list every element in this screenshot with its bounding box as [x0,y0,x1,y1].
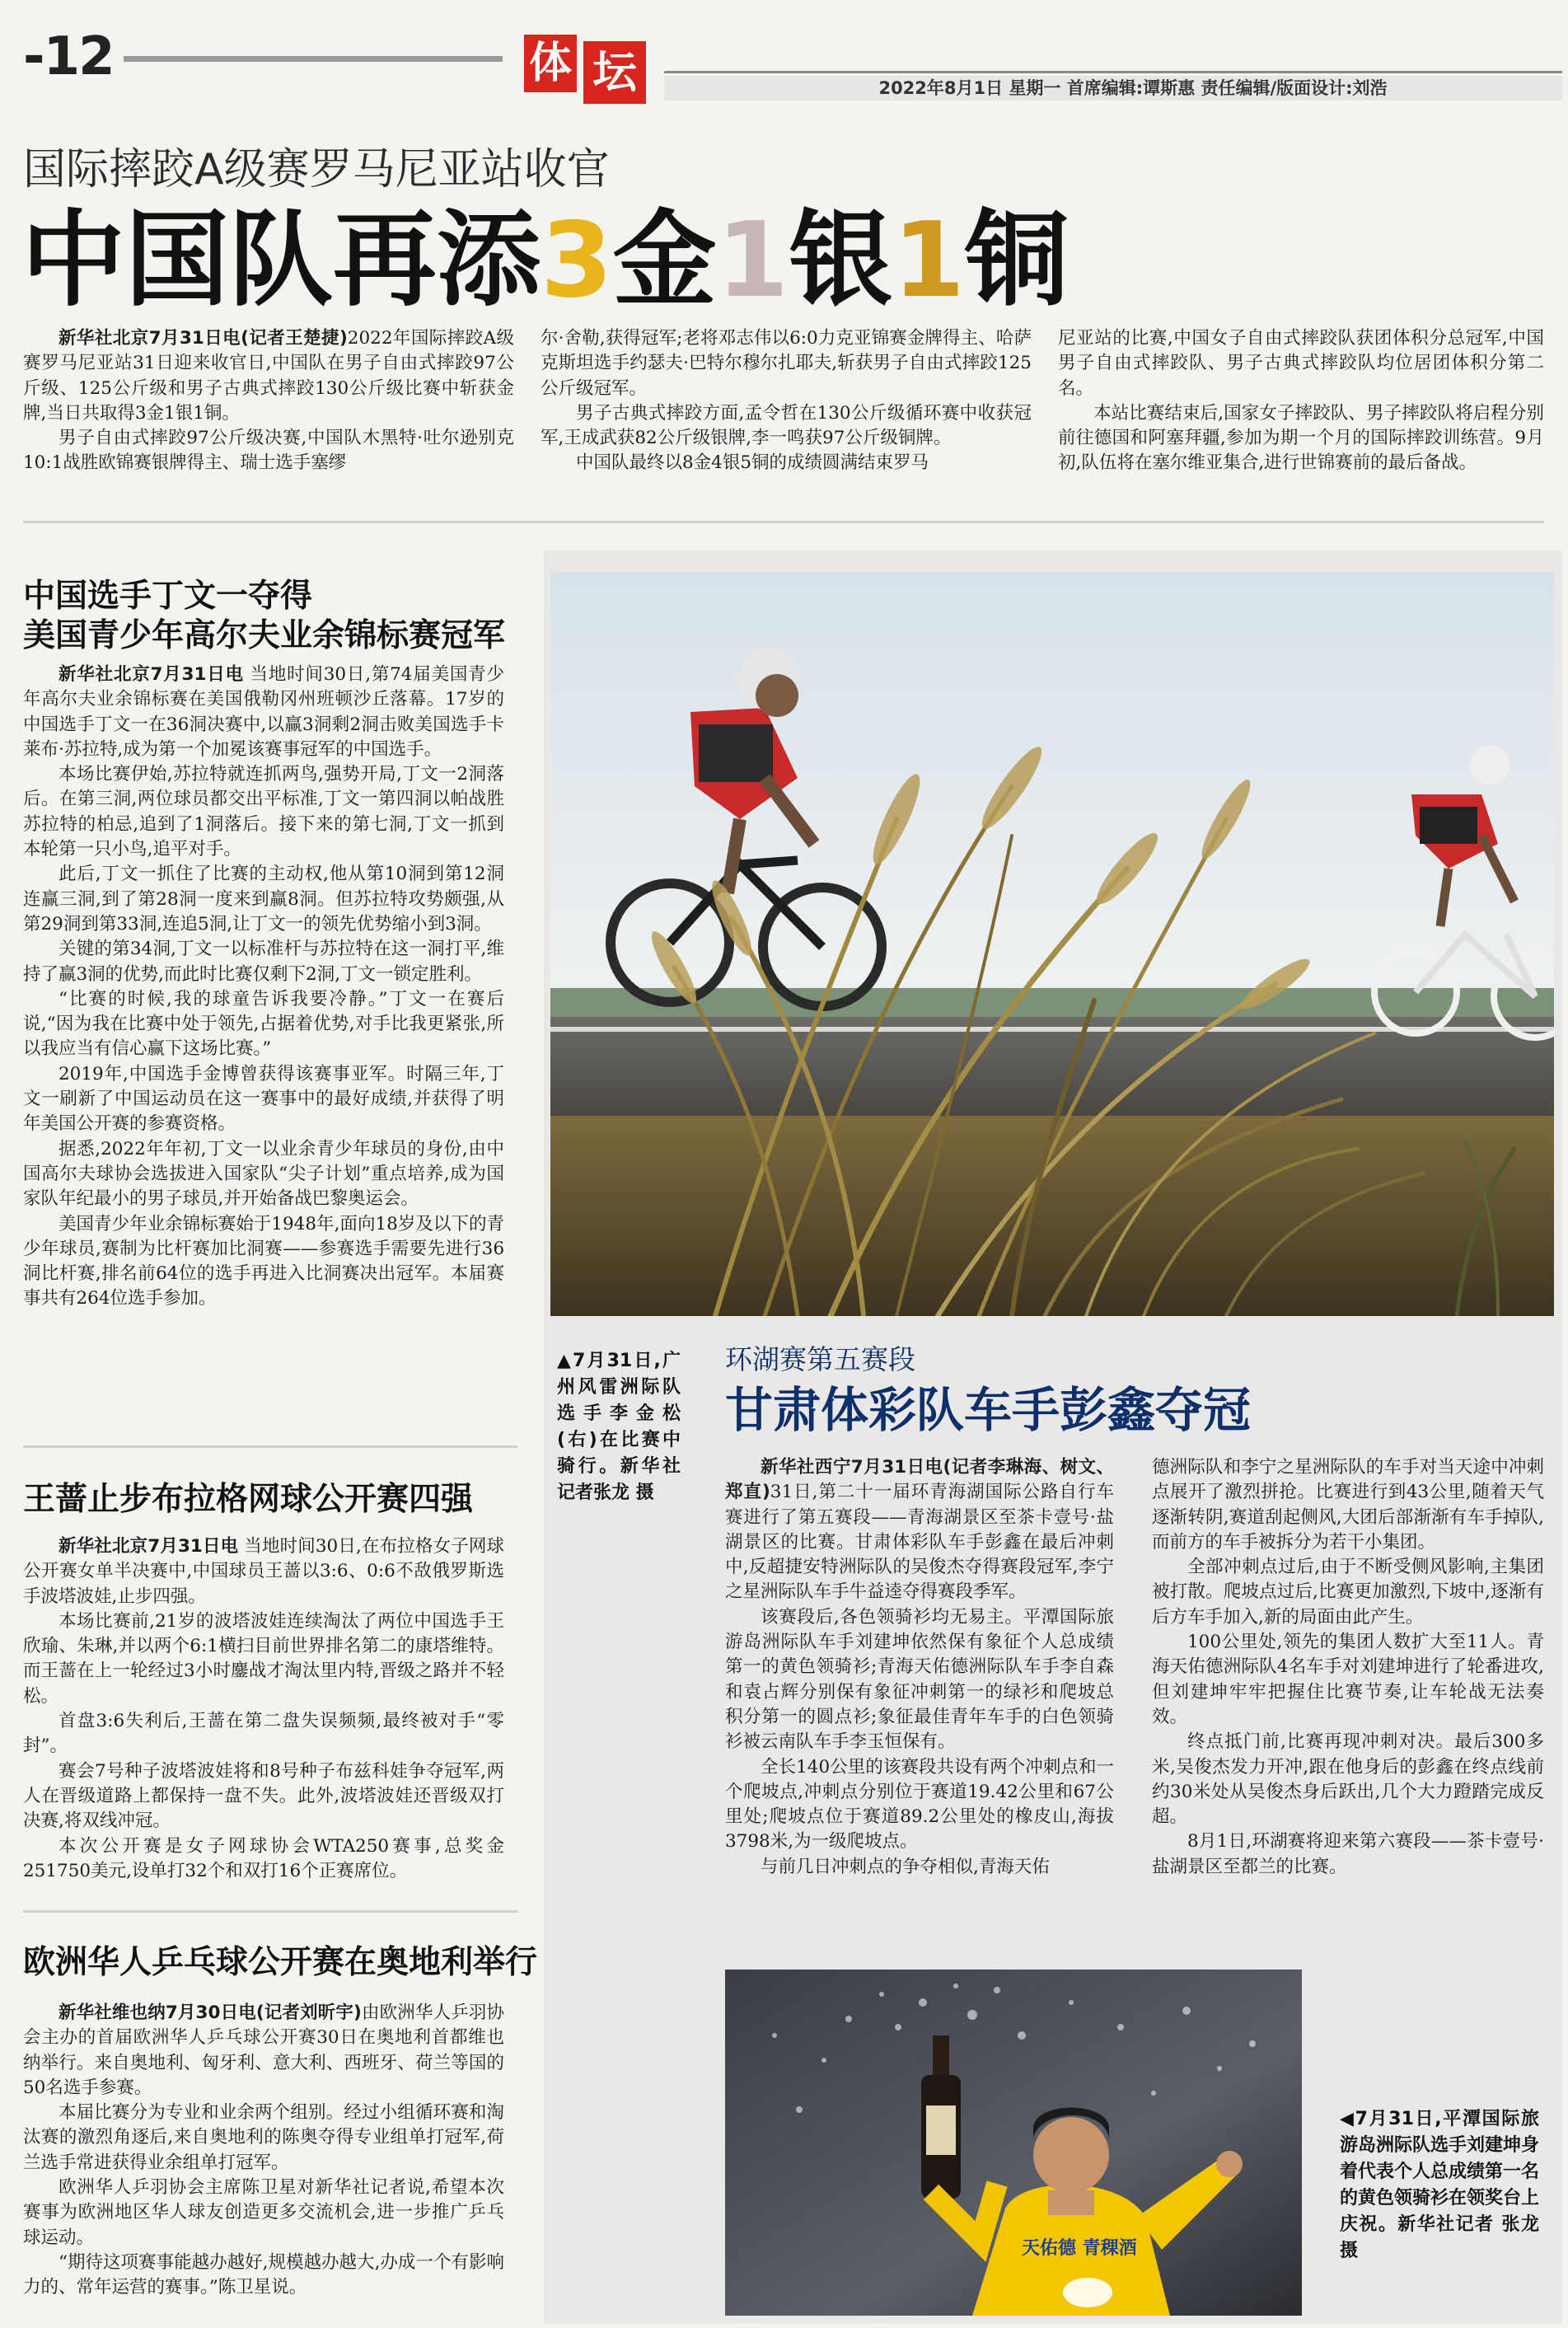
golf-p5: “比赛的时候,我的球童告诉我要冷静。”丁文一在赛后说,“因为我在比赛中处于领先,占据着优势,对手比我更紧张,所以我应当有信心赢下这场比赛。” [23,988,504,1060]
wrestling-col-1 [23,326,514,476]
header-rule-left [124,56,503,62]
cycling-col1-p3: 全长140公里的该赛段共设有两个冲刺点和一个爬坡点,冲刺点分别位于赛道19.42公里和67公里处;爬坡点位于赛道89.2公里处的橡皮山,海拔3798米,为一级爬坡点。 [725,1756,1114,1853]
table-tennis-title: 欧洲华人乒乓球公开赛在奥地利举行 [23,1944,538,1981]
podium-photo-caption: ◀7月31日,平潭国际旅游岛洲际队选手刘建坤身着代表个人总成绩第一名的黄色领骑衫在领奖台上庆祝。新华社记者 张龙 摄 [1340,2109,1540,2261]
table-tennis-lead: 新华社维也纳7月30日电(记者刘昕宇) [59,2002,362,2023]
tennis-body [23,1534,504,1884]
section-char-1: 体 [528,39,572,88]
cycling-col2-p4: 终点抵门前,比赛再现冲刺对决。最后300多米,吴俊杰发力开冲,跟在他身后的彭鑫在终点线前约30米处从吴俊杰身后跃出,几个大力蹬踏完成反超。 [1152,1731,1544,1828]
header-rule-right [664,71,1562,73]
golf-body [23,663,504,1312]
wrestling-headline [21,199,1070,321]
cycling-lead: 新华社西宁7月31日电(记者李琳海、树文、郑直) [725,1457,1114,1503]
wrestling-col-3 [1058,326,1544,476]
cycling-col2-p3: 100公里处,领先的集团人数扩大至11人。青海天佑德洲际队4名车手对刘建坤进行了轮番进攻,但刘建坤牢牢把握住比赛节奏,让车轮战无法奏效。 [1152,1632,1544,1727]
section-char-2: 坛 [592,46,637,98]
dateline: 2022年8月1日 星期一 首席编辑:谭斯惠 责任编辑/版面设计:刘浩 [878,78,1388,98]
cycling-title: 甘肃体彩队车手彭鑫夺冠 [725,1382,1252,1438]
cycling-col2-p2: 全部冲刺点过后,由于不断受侧风影响,主集团被打散。爬坡点过后,比赛更加激烈,下坡中,逐渐有后方车手加入,新的局面由此产生。 [1152,1557,1544,1628]
table-tennis-body [23,2001,504,2301]
cycling-col1-p1: 新华社西宁7月31日电(记者李琳海、树文、郑直)31日,第二十一届环青海湖国际公路自行车赛进行了第五赛段——青海湖景区至茶卡壹号·盐湖景区的比赛。甘肃体彩队车手彭鑫在最后冲刺中,反超捷安特洲际队的吴俊杰夺得赛段冠军,李宁之星洲际队车手牛益逵夺得赛段季军。 [725,1457,1114,1603]
wrestling-col3-p2: 本站比赛结束后,国家女子摔跤队、男子摔跤队将启程分别前往德国和阿塞拜疆,参加为期一个月的国际摔跤训练营。9月初,队伍将在塞尔维亚集合,进行世锦赛前的最后备战。 [1058,402,1544,474]
wrestling-col1-p1: 新华社北京7月31日电(记者王楚捷)2022年国际摔跤A级赛罗马尼亚站31日迎来收官日,中国队在男子自由式摔跤97公斤级、125公斤级和男子古典式摔跤130公斤级比赛中斩获金牌,当日共取得3金1银1铜。 [23,328,514,424]
tennis-p3: 首盘3:6失利后,王蔷在第二盘失误频频,最终被对手“零封”。 [23,1711,504,1757]
headline-part-d: 铜 [965,199,1070,321]
cycling-col-2 [1152,1455,1544,1880]
table-tennis-p1: 新华社维也纳7月30日电(记者刘昕宇)由欧洲华人乒羽协会主办的首届欧洲华人乒乓球公开赛30日在奥地利首都维也纳举行。来自奥地利、匈牙利、意大利、西班牙、荷兰等国的50名选手参赛。 [23,2002,504,2098]
cycling-col1-p4: 与前几日冲刺点的争夺相似,青海天佑 [761,1856,1050,1877]
tennis-p4: 赛会7号种子波塔波娃将和8号种子布兹科娃争夺冠军,两人在晋级道路上都保持一盘不失。此外,波塔波娃还晋级双打决赛,将双线冲冠。 [23,1760,504,1832]
golf-p2: 本场比赛伊始,苏拉特就连抓两鸟,强势开局,丁文一2洞落后。在第三洞,两位球员都交出平标准,丁文一第四洞以帕战胜苏拉特的柏忌,追到了1洞落后。接下来的第七洞,丁文一抓到本轮第一只小鸟,追平对手。 [23,764,504,860]
tennis-bottom-rule [23,1910,517,1913]
wrestling-lead: 新华社北京7月31日电(记者王楚捷) [59,328,348,349]
golf-p7: 据悉,2022年年初,丁文一以业余青少年球员的身份,由中国高尔夫球协会选拔进入国家队“尖子计划”重点培养,成为国家队年纪最小的男子球员,并开始备战巴黎奥运会。 [23,1138,504,1210]
section-badge-2 [583,41,646,104]
tennis-title: 王蔷止步布拉格网球公开赛四强 [23,1481,474,1518]
table-tennis-p3: 欧洲华人乒羽协会主席陈卫星对新华社记者说,希望本次赛事为欧洲地区华人球友创造更多交流机会,进一步推广乒乓球运动。 [23,2177,504,2248]
jersey-text: 天佑德 青稞酒 [1022,2238,1137,2259]
podium-photo [725,1970,1302,2316]
wrestling-col2-p1: 尔·舍勒,获得冠军;老将邓志伟以6:0力克亚锦赛金牌得主、哈萨克斯坦选手约瑟夫·巴特尔穆尔扎耶夫,斩获男子自由式摔跤125公斤级冠军。 [541,328,1032,399]
headline-gold-count: 3 [541,199,613,321]
golf-title [23,577,534,656]
page-number: -12 [23,26,114,87]
cycling-col1-p2: 该赛段后,各色领骑衫均无易主。平潭国际旅游岛洲际队车手刘建坤依然保有象征个人总成绩第一的黄色领骑衫;青海天佑德洲际队车手李自森和袁占辉分别保有象征冲刺第一的绿衫和爬坡总积分第一的圆点衫;象征最佳青年车手的白色领骑衫被云南队车手李玉恒保有。 [725,1606,1114,1753]
tennis-lead: 新华社北京7月31日电 [59,1536,239,1557]
headline-part-c: 银 [789,199,893,321]
golf-p3: 此后,丁文一抓住了比赛的主动权,他从第10洞到第12洞连赢三洞,到了第28洞一度来到赢8洞。但苏拉特攻势颇强,从第29洞到第33洞,连追5洞,让丁文一的领先优势缩小到3洞。 [23,864,504,934]
jersey-logo [1063,2278,1112,2307]
golf-p4: 关键的第34洞,丁文一以标准杆与苏拉特在这一洞打平,维持了赢3洞的优势,而此时比赛仅剩下2洞,丁文一锁定胜利。 [23,939,504,985]
wrestling-col3-p1: 尼亚站的比赛,中国女子自由式摔跤队获团体积分总冠军,中国男子自由式摔跤队、男子古典式摔跤队均位居团体积分第二名。 [1058,328,1544,399]
cycling-col-1 [725,1455,1114,1880]
tennis-p1: 新华社北京7月31日电 当地时间30日,在布拉格女子网球公开赛女单半决赛中,中国球员王蔷以3:6、0:6不敌俄罗斯选手波塔波娃,止步四强。 [23,1536,504,1607]
cycling-photo [550,572,1554,1316]
golf-p6: 2019年,中国选手金博曾获得该赛事亚军。时隔三年,丁文一刷新了中国运动员在这一赛事中的最好成绩,并获得了明年美国公开赛的参赛资格。 [23,1063,504,1135]
cycling-col2-p1: 德洲际队和李宁之星洲际队的车手对当天途中冲刺点展开了激烈拼抢。比赛进行到43公里,随着天气逐渐转阴,赛道刮起侧风,大团后部渐渐有车手掉队,而前方的车手被拆分为若干小集团。 [1152,1457,1544,1553]
headline-part-a: 中国队再添 [21,199,541,321]
headline-bronze-count: 1 [892,199,966,321]
golf-p8: 美国青少年业余锦标赛始于1948年,面向18岁及以下的青少年球员,赛制为比杆赛加比洞赛——参赛选手需要先进行36洞比杆赛,排名前64位的选手再进入比洞赛决出冠军。本届赛事共有264位选手参加。 [23,1213,504,1309]
golf-lead: 新华社北京7月31日电 [59,664,244,685]
wrestling-col2-p2: 男子古典式摔跤方面,孟令哲在130公斤级循环赛中收获冠军,王成武获82公斤级银牌,李一鸣获97公斤级铜牌。 [541,402,1032,449]
wrestling-col2-p3: 中国队最终以8金4银5铜的成绩圆满结束罗马 [576,452,929,474]
cycling-kicker: 环湖赛第五赛段 [725,1343,915,1375]
headline-part-b: 金 [612,199,717,321]
wrestling-kicker: 国际摔跤A级赛罗马尼亚站收官 [23,145,610,194]
golf-title-line1: 中国选手丁文一夺得 [23,578,313,615]
wrestling-col-2 [541,326,1032,476]
headline-silver-count: 1 [716,199,789,321]
cycling-col2-p5: 8月1日,环湖赛将迎来第六赛段——茶卡壹号·盐湖景区至都兰的比赛。 [1152,1831,1544,1877]
table-tennis-p2: 本届比赛分为专业和业余两个组别。经过小组循环赛和淘汰赛的激烈角逐后,来自奥地利的陈奥夺得专业组单打冠军,荷兰选手常进获得业余组单打冠军。 [23,2102,504,2173]
wrestling-bottom-rule [23,521,1544,523]
golf-p1: 新华社北京7月31日电 当地时间30日,第74届美国青少年高尔夫业余锦标赛在美国俄勒冈州班顿沙丘落幕。17岁的中国选手丁文一在36洞决赛中,以赢3洞剩2洞击败美国选手卡莱布·苏拉特,成为第一个加冕该赛事冠军的中国选手。 [23,664,504,760]
section-badge-1 [524,35,577,92]
golf-title-line2: 美国青少年高尔夫业余锦标赛冠军 [23,617,506,654]
tennis-p5: 本次公开赛是女子网球协会WTA250赛事,总奖金251750美元,设单打32个和双打16个正赛席位。 [23,1835,504,1881]
cycling-photo-caption: ▲7月31日,广州风雷洲际队选手李金松(右)在比赛中骑行。新华社记者张龙 摄 [557,1351,681,1503]
table-tennis-p4: “期待这项赛事能越办越好,规模越办越大,办成一个有影响力的、常年运营的赛事。”陈卫星说。 [23,2251,504,2298]
golf-bottom-rule [23,1445,517,1448]
wrestling-col1-p2: 男子自由式摔跤97公斤级决赛,中国队木黑特·吐尔逊别克10:1战胜欧锦赛银牌得主、瑞士选手塞缪 [23,428,514,474]
tennis-p2: 本场比赛前,21岁的波塔波娃连续淘汰了两位中国选手王欣瑜、朱琳,并以两个6:1横扫目前世界排名第二的康塔维特。而王蔷在上一轮经过3小时鏖战才淘汰里内特,晋级之路并不轻松。 [23,1610,504,1707]
